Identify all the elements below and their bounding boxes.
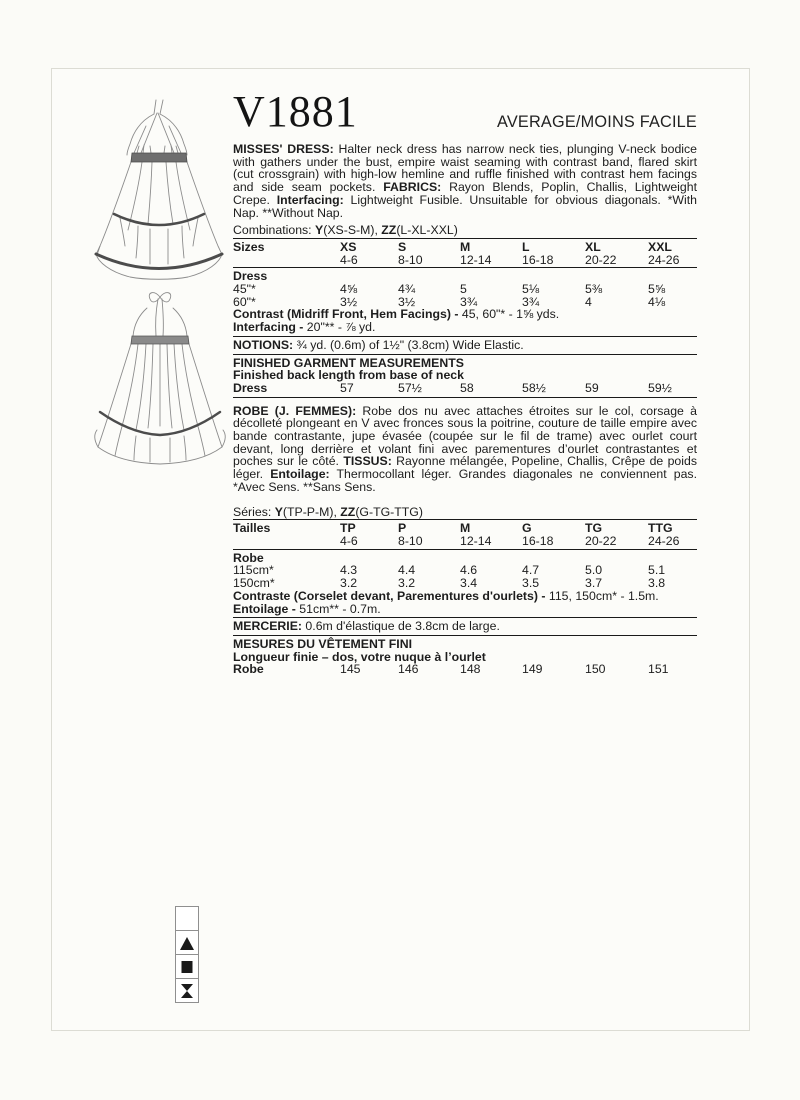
fr-table-subheader-row xyxy=(233,535,697,548)
contrast-value: 45, 60"* - 1⅝ yds. xyxy=(461,307,560,322)
table-rule xyxy=(233,397,697,398)
section-label-dress: Dress xyxy=(233,269,268,284)
entoilage-metrage-label: Entoilage - xyxy=(233,601,300,616)
table-rule xyxy=(233,635,697,636)
row-label: Robe xyxy=(233,662,264,677)
yardage-cell: 3¾ xyxy=(522,294,540,309)
printer-marks-strip xyxy=(175,906,199,1003)
size-range: 8-10 xyxy=(398,533,423,548)
size-range: 24-26 xyxy=(648,533,680,548)
mesures-row xyxy=(233,663,697,676)
size-range: 20-22 xyxy=(585,252,617,267)
notions-line xyxy=(233,339,697,352)
contrast-midriff-band xyxy=(131,153,187,162)
series-zz: ZZ xyxy=(340,504,356,519)
combinations-line xyxy=(233,224,697,237)
col-header: Tailles xyxy=(233,521,271,536)
yardage-cell: 3¾ xyxy=(460,294,478,309)
pattern-number-title: V1881 xyxy=(233,87,358,136)
blank-box xyxy=(175,906,199,931)
table-rule xyxy=(233,238,697,239)
combo-zz-sizes: (L-XL-XXL) xyxy=(396,223,458,238)
size-table-subheader-row xyxy=(233,254,697,267)
interfacing-label: Interfacing - xyxy=(233,320,307,335)
combo-zz: ZZ xyxy=(381,223,397,238)
mercerie-value: 0.6m d'élastique de 3.8cm de large. xyxy=(302,619,500,634)
size-table-header-row xyxy=(233,241,697,254)
metrage-cell: 3.7 xyxy=(585,576,603,591)
metrage-cell: 3.2 xyxy=(340,576,358,591)
interfacing-value: 20"** - ⅞ yd. xyxy=(306,320,376,335)
yardage-cell: 5⅛ xyxy=(522,282,540,297)
measurement-cell: 59 xyxy=(585,380,599,395)
combinations-prefix: Combinations: xyxy=(233,223,316,238)
row-label: 45"* xyxy=(233,282,256,297)
fabrics-label: FABRICS: xyxy=(383,180,442,195)
measurement-cell: 145 xyxy=(340,662,361,677)
entoilage-metrage-value: 51cm** - 0.7m. xyxy=(299,601,381,616)
series-y-sizes: (TP-P-M), xyxy=(282,504,341,519)
mercerie-label: MERCERIE: xyxy=(233,619,303,634)
row-label: Dress xyxy=(233,380,268,395)
row-label: 115cm* xyxy=(233,563,274,578)
table-rule xyxy=(233,336,697,337)
notions-label: NOTIONS: xyxy=(233,337,294,352)
interfacing-label: Interfacing: xyxy=(276,192,344,207)
contrast-label: Contrast (Midriff Front, Hem Facings) - xyxy=(233,307,462,322)
measurement-cell: 150 xyxy=(585,662,606,677)
section-label-robe: Robe xyxy=(233,550,264,565)
table-rule xyxy=(233,267,697,268)
measurement-cell: 57 xyxy=(340,380,354,395)
interfacing-yardage-line xyxy=(233,321,697,334)
combo-y-sizes: (XS-S-M), xyxy=(323,223,382,238)
mesures-title: MESURES DU VÊTEMENT FINI xyxy=(233,636,413,651)
description-french xyxy=(233,405,697,494)
col-header: XXL xyxy=(648,239,672,254)
col-header: XS xyxy=(340,239,357,254)
col-header: G xyxy=(522,521,532,536)
metrage-cell: 5.0 xyxy=(585,563,603,578)
fabrics-text: Rayon Blends, Poplin, Challis, Lightweight Crepe. xyxy=(233,180,698,207)
description-fr-lead: ROBE (J. FEMMES): xyxy=(233,403,357,418)
finished-measurements-row xyxy=(233,382,697,395)
col-header: S xyxy=(398,239,407,254)
metrage-cell: 5.1 xyxy=(648,563,666,578)
size-range: 20-22 xyxy=(585,533,617,548)
series-y: Y xyxy=(274,504,283,519)
col-header: Sizes xyxy=(233,239,265,254)
table-rule xyxy=(233,354,697,355)
main-text-column xyxy=(233,87,698,677)
description-en-lead: MISSES' DRESS: xyxy=(233,142,334,156)
size-range: 4-6 xyxy=(340,533,358,548)
metrage-cell: 3.2 xyxy=(398,576,416,591)
yardage-cell: 5⅝ xyxy=(648,282,666,297)
metrage-cell: 4.6 xyxy=(460,563,478,578)
col-header: M xyxy=(460,521,471,536)
metrage-cell: 3.5 xyxy=(522,576,540,591)
row-label: 60"* xyxy=(233,294,256,309)
mesures-subtitle: Longueur finie – dos, votre nuque à l’ourlet xyxy=(233,649,486,664)
size-range: 12-14 xyxy=(460,533,492,548)
table-rule xyxy=(233,549,697,550)
table-rule xyxy=(233,519,697,520)
series-zz-sizes: (G-TG-TTG) xyxy=(355,504,423,519)
measurement-cell: 146 xyxy=(398,662,419,677)
size-range: 16-18 xyxy=(522,533,554,548)
header xyxy=(233,87,697,136)
tissus-label: TISSUS: xyxy=(343,454,392,469)
col-header: L xyxy=(522,239,530,254)
contraste-value: 115, 150cm* - 1.5m. xyxy=(548,588,659,603)
yardage-cell: 4¾ xyxy=(398,282,416,297)
description-fr-body: Robe dos nu avec attaches étroites sur le col, corsage à décolleté plongeant en V avec fronces sous la poitrine, couture de taille empire avec bande contrastante, jupe évasée (coupée sur le fil de trame) avec ourlet court devant, long derrière et volant fini avec parementures d’ourlet contrastantes et poches sur le côté. xyxy=(233,403,697,469)
measurement-cell: 151 xyxy=(648,662,669,677)
yardage-cell: 4⅝ xyxy=(340,282,358,297)
hourglass-icon xyxy=(175,978,199,1003)
col-header: TG xyxy=(585,521,603,536)
measurement-cell: 58 xyxy=(460,380,474,395)
entoilage-label: Entoilage: xyxy=(270,467,330,482)
series-line xyxy=(233,506,697,519)
col-header: TP xyxy=(340,521,356,536)
yardage-row-45 xyxy=(233,283,697,296)
measurement-cell: 57½ xyxy=(398,380,422,395)
contraste-label: Contraste (Corselet devant, Parementures d'ourlets) - xyxy=(233,588,549,603)
measurement-cell: 148 xyxy=(460,662,481,677)
measurement-cell: 149 xyxy=(522,662,543,677)
size-range: 24-26 xyxy=(648,252,680,267)
yardage-cell: 5 xyxy=(460,282,467,297)
finished-measurements-title: FINISHED GARMENT MEASUREMENTS xyxy=(233,355,464,370)
metrage-cell: 3.4 xyxy=(460,576,478,591)
difficulty-label: AVERAGE/MOINS FACILE xyxy=(496,113,697,132)
yardage-cell: 4 xyxy=(585,294,592,309)
size-range: 4-6 xyxy=(340,252,358,267)
yardage-cell: 4⅛ xyxy=(648,294,666,309)
metrage-cell: 4.3 xyxy=(340,563,358,578)
col-header: XL xyxy=(585,239,601,254)
triangle-up-icon xyxy=(175,930,199,955)
row-label: 150cm* xyxy=(233,576,275,591)
square-icon xyxy=(175,954,199,979)
combo-y: Y xyxy=(315,223,324,238)
metrage-cell: 3.8 xyxy=(648,576,666,591)
size-range: 8-10 xyxy=(398,252,423,267)
tissus-text: Rayonne mélangée, Popeline, Challis, Crêpe de poids léger. xyxy=(233,454,697,482)
size-range: 16-18 xyxy=(522,252,554,267)
measurement-cell: 59½ xyxy=(648,380,672,395)
finished-measurements-subtitle: Finished back length from base of neck xyxy=(233,368,464,383)
yardage-cell: 3½ xyxy=(340,294,358,309)
col-header: M xyxy=(460,239,471,254)
back-waist-band xyxy=(131,336,189,344)
description-english xyxy=(233,143,697,219)
description-en-body: Halter neck dress has narrow neck ties, plunging V-neck bodice with gathers under the bust, empire waist seaming with contrast band, flared skirt (cut crossgrain) with high-low hemline and ruffle finished with contrast hem facings and side seam pockets. xyxy=(233,142,697,195)
dress-front-illustration xyxy=(90,96,232,286)
entoilage-text: Thermocollant léger. Grandes diagonales ne conviennent pas. *Avec Sens. **Sans Sens. xyxy=(233,467,697,494)
yardage-cell: 5⅜ xyxy=(585,282,603,297)
interfacing-text: Lightweight Fusible. Unsuitable for obvious diagonals. *With Nap. **Without Nap. xyxy=(233,192,697,220)
measurement-cell: 58½ xyxy=(522,380,546,395)
entoilage-line xyxy=(233,603,697,616)
size-range: 12-14 xyxy=(460,252,492,267)
table-rule xyxy=(233,617,697,618)
col-header: P xyxy=(398,521,407,536)
series-prefix: Séries: xyxy=(233,504,275,519)
col-header: TTG xyxy=(648,521,673,536)
yardage-cell: 3½ xyxy=(398,294,416,309)
dress-back-illustration xyxy=(90,284,232,468)
metrage-cell: 4.7 xyxy=(522,563,540,578)
mercerie-line xyxy=(233,620,697,633)
notions-value: ¾ yd. (0.6m) of 1½" (3.8cm) Wide Elastic. xyxy=(293,337,524,352)
metrage-cell: 4.4 xyxy=(398,563,416,578)
